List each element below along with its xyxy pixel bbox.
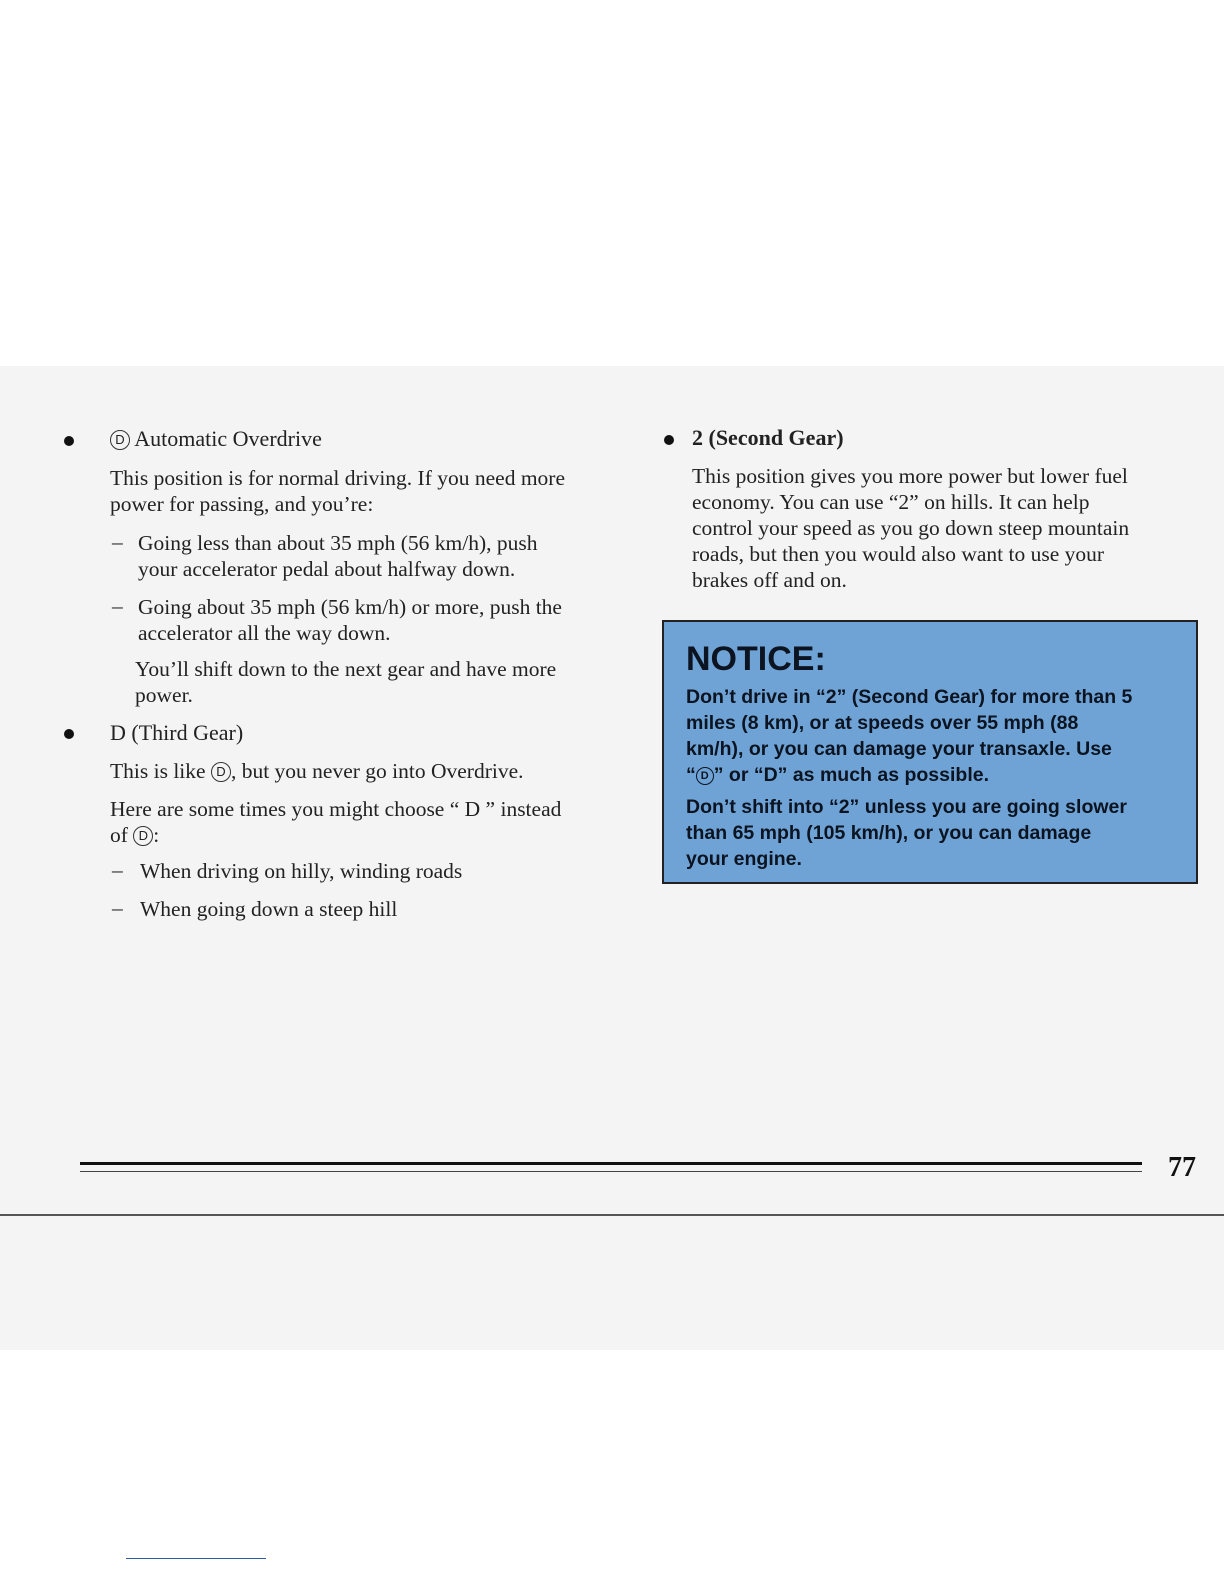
footer-rule [80,1162,1142,1165]
overdrive-d-icon: D [110,430,130,450]
overdrive-body-line: This position is for normal driving. If you need more [110,466,566,490]
dash-item-line: Going less than about 35 mph (56 km/h), push [138,531,538,555]
third-gear-body-b: , but you never go into Overdrive. [230,759,524,783]
times-intro-line [110,822,159,848]
footer-underline [126,1558,266,1559]
notice-title: NOTICE: [686,640,826,678]
second-gear-body-line: control your speed as you go down steep mountain [692,516,1130,540]
dash-icon: – [112,858,123,882]
dash-item-line: When driving on hilly, winding roads [140,859,463,883]
notice-line: Don’t drive in “2” (Second Gear) for more than 5 [686,686,1133,708]
third-gear-body [110,758,524,784]
overdrive-d-icon: D [211,762,231,782]
dash-icon: – [112,896,123,920]
bullet-icon [64,436,74,446]
notice-line: km/h), or you can damage your transaxle. Use [686,738,1112,760]
overdrive-d-icon: D [133,826,153,846]
notice-quote-open: “ [686,764,696,786]
bullet-icon [664,435,674,445]
page-number: 77 [1168,1152,1196,1183]
notice-line: than 65 mph (105 km/h), or you can damage [686,822,1092,844]
overdrive-body-line: power for passing, and you’re: [110,492,374,516]
footer-rule-thin [80,1171,1142,1172]
shift-note-line: You’ll shift down to the next gear and have more [135,657,557,681]
dash-item-line: your accelerator pedal about halfway down. [138,557,516,581]
overdrive-d-icon: D [696,767,714,785]
notice-line: your engine. [686,848,802,870]
third-gear-body-a: This is like [110,759,206,783]
second-gear-body-line: economy. You can use “2” on hills. It can help [692,490,1090,514]
notice-line [686,762,1186,788]
second-gear-body-line: roads, but then you would also want to use your [692,542,1105,566]
bullet-icon [64,729,74,739]
shift-note-line: power. [135,683,193,707]
dash-item-line: When going down a steep hill [140,897,398,921]
second-gear-body-line: brakes off and on. [692,568,847,592]
dash-icon: – [112,594,123,618]
notice-line-end: ” or “D” as much as possible. [713,764,989,786]
third-gear-heading: D (Third Gear) [110,720,244,745]
times-intro-colon: : [153,823,160,847]
second-gear-heading: 2 (Second Gear) [692,425,844,450]
second-gear-body-line: This position gives you more power but lower fuel [692,464,1128,488]
overdrive-title: Automatic Overdrive [134,426,322,451]
manual-page [0,366,1224,1350]
notice-line: miles (8 km), or at speeds over 55 mph (88 [686,712,1079,734]
notice-box [662,620,1198,884]
times-intro-of: of [110,823,128,847]
notice-line: Don’t shift into “2” unless you are going slower [686,796,1127,818]
page-bottom-rule [0,1214,1224,1216]
dash-item-line: accelerator all the way down. [138,621,391,645]
overdrive-heading [110,426,322,452]
dash-item-line: Going about 35 mph (56 km/h) or more, push the [138,595,562,619]
dash-icon: – [112,530,123,554]
times-intro-line: Here are some times you might choose “ D ” instead [110,797,562,821]
